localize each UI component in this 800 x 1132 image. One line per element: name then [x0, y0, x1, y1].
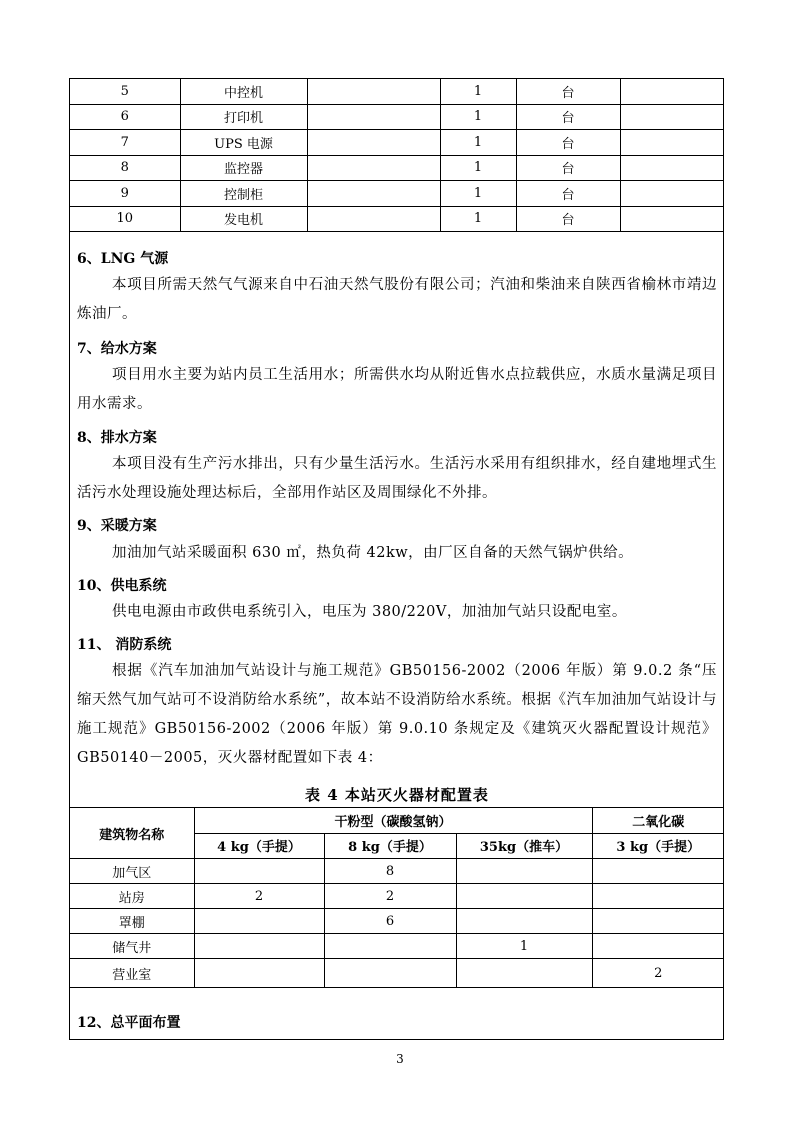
qty-35kg — [456, 909, 592, 934]
equipment-qty: 1 — [440, 181, 516, 207]
building-name: 罩棚 — [70, 909, 194, 934]
qty-35kg — [456, 859, 592, 884]
qty-3kg — [592, 934, 724, 959]
table-row — [70, 909, 724, 934]
document-frame — [69, 78, 724, 1040]
equipment-note — [620, 104, 724, 130]
qty-4kg — [194, 859, 324, 884]
table-caption: 表 4 本站灭火器材配置表 — [305, 786, 489, 804]
header-35kg-cart: 35kg（推车） — [456, 833, 592, 859]
header-building: 建筑物名称 — [70, 808, 194, 859]
equipment-note — [620, 181, 724, 207]
table-row — [70, 206, 724, 232]
page-number: 3 — [396, 1052, 404, 1066]
table-row — [70, 181, 724, 207]
qty-8kg: 6 — [324, 909, 456, 934]
section-text-heating: 加油加气站采暖面积 630 ㎡，热负荷 42kw，由厂区自备的天然气锅炉供给。 — [112, 545, 634, 561]
equipment-note — [620, 130, 724, 156]
equipment-note — [620, 79, 724, 105]
section-heading-heating: 9、采暖方案 — [77, 518, 157, 534]
equipment-unit: 台 — [516, 104, 620, 130]
section-heading-water-supply: 7、给水方案 — [77, 341, 157, 357]
table-row — [70, 884, 724, 909]
equipment-name: 中控机 — [180, 79, 307, 105]
table-row — [70, 79, 724, 105]
equipment-spec — [307, 181, 440, 207]
equipment-spec — [307, 130, 440, 156]
table-row — [70, 104, 724, 130]
qty-3kg: 2 — [592, 959, 724, 988]
header-co2: 二氧化碳 — [592, 808, 724, 834]
table-row — [70, 934, 724, 959]
qty-4kg — [194, 909, 324, 934]
building-name: 储气井 — [70, 934, 194, 959]
table-row — [70, 130, 724, 156]
table-row — [70, 959, 724, 988]
header-3kg-handheld: 3 kg（手提） — [592, 833, 724, 859]
row-number: 5 — [70, 79, 180, 105]
extinguisher-table — [70, 807, 724, 988]
section-heading-drainage: 8、排水方案 — [77, 430, 157, 446]
section-heading-lng: 6、LNG 气源 — [77, 251, 169, 267]
equipment-spec — [307, 104, 440, 130]
qty-3kg — [592, 859, 724, 884]
equipment-name: 打印机 — [180, 104, 307, 130]
equipment-name: 监控器 — [180, 155, 307, 181]
equipment-qty: 1 — [440, 79, 516, 105]
equipment-note — [620, 206, 724, 232]
row-number: 8 — [70, 155, 180, 181]
qty-35kg — [456, 884, 592, 909]
equipment-qty: 1 — [440, 104, 516, 130]
qty-3kg — [592, 884, 724, 909]
building-name: 加气区 — [70, 859, 194, 884]
row-number: 6 — [70, 104, 180, 130]
qty-4kg: 2 — [194, 884, 324, 909]
equipment-unit: 台 — [516, 79, 620, 105]
equipment-unit: 台 — [516, 155, 620, 181]
building-name: 营业室 — [70, 959, 194, 988]
section-text-lng: 本项目所需天然气气源来自中石油天然气股份有限公司；汽油和柴油来自陕西省榆林市靖边炼油厂。 — [77, 277, 717, 322]
building-name: 站房 — [70, 884, 194, 909]
section-heading-power: 10、供电系统 — [77, 578, 167, 594]
section-text-fire: 根据《汽车加油加气站设计与施工规范》GB50156-2002（2006 年版）第 9.0.2 条“压缩天然气加气站可不设消防给水系统”，故本站不设消防给水系统。根据《汽车加油加气站设计与施工规范》GB50156-2002（2006 年版）第 9.0.10 条规定及《建筑灭火器配置设计规范》GB50140－2005，灭火器材配置如下表 4： — [77, 663, 717, 766]
equipment-qty: 1 — [440, 130, 516, 156]
section-text-drainage: 本项目没有生产污水排出，只有少量生活污水。生活污水采用有组织排水，经自建地埋式生活污水处理设施处理达标后，全部用作站区及周围绿化不外排。 — [77, 456, 717, 501]
equipment-name: UPS 电源 — [180, 130, 307, 156]
section-heading-fire: 11、 消防系统 — [77, 637, 172, 653]
qty-4kg — [194, 934, 324, 959]
section-heading-layout: 12、总平面布置 — [77, 1015, 181, 1031]
section-text-water-supply: 项目用水主要为站内员工生活用水；所需供水均从附近售水点拉载供应，水质水量满足项目用水需求。 — [77, 367, 717, 412]
equipment-note — [620, 155, 724, 181]
table-row — [70, 155, 724, 181]
header-4kg-handheld: 4 kg（手提） — [194, 833, 324, 859]
equipment-qty: 1 — [440, 155, 516, 181]
qty-35kg: 1 — [456, 934, 592, 959]
equipment-unit: 台 — [516, 206, 620, 232]
qty-4kg — [194, 959, 324, 988]
equipment-qty: 1 — [440, 206, 516, 232]
equipment-spec — [307, 206, 440, 232]
table-header-row — [70, 808, 724, 834]
qty-8kg: 2 — [324, 884, 456, 909]
equipment-spec — [307, 79, 440, 105]
equipment-table — [70, 78, 724, 232]
header-dry-powder: 干粉型（碳酸氢钠） — [194, 808, 592, 834]
row-number: 7 — [70, 130, 180, 156]
equipment-unit: 台 — [516, 181, 620, 207]
qty-35kg — [456, 959, 592, 988]
equipment-name: 发电机 — [180, 206, 307, 232]
qty-3kg — [592, 909, 724, 934]
row-number: 10 — [70, 206, 180, 232]
equipment-spec — [307, 155, 440, 181]
equipment-unit: 台 — [516, 130, 620, 156]
header-8kg-handheld: 8 kg（手提） — [324, 833, 456, 859]
equipment-name: 控制柜 — [180, 181, 307, 207]
qty-8kg — [324, 959, 456, 988]
table-row — [70, 859, 724, 884]
qty-8kg: 8 — [324, 859, 456, 884]
qty-8kg — [324, 934, 456, 959]
section-text-power: 供电电源由市政供电系统引入，电压为 380/220V，加油加气站只设配电室。 — [112, 604, 627, 620]
row-number: 9 — [70, 181, 180, 207]
